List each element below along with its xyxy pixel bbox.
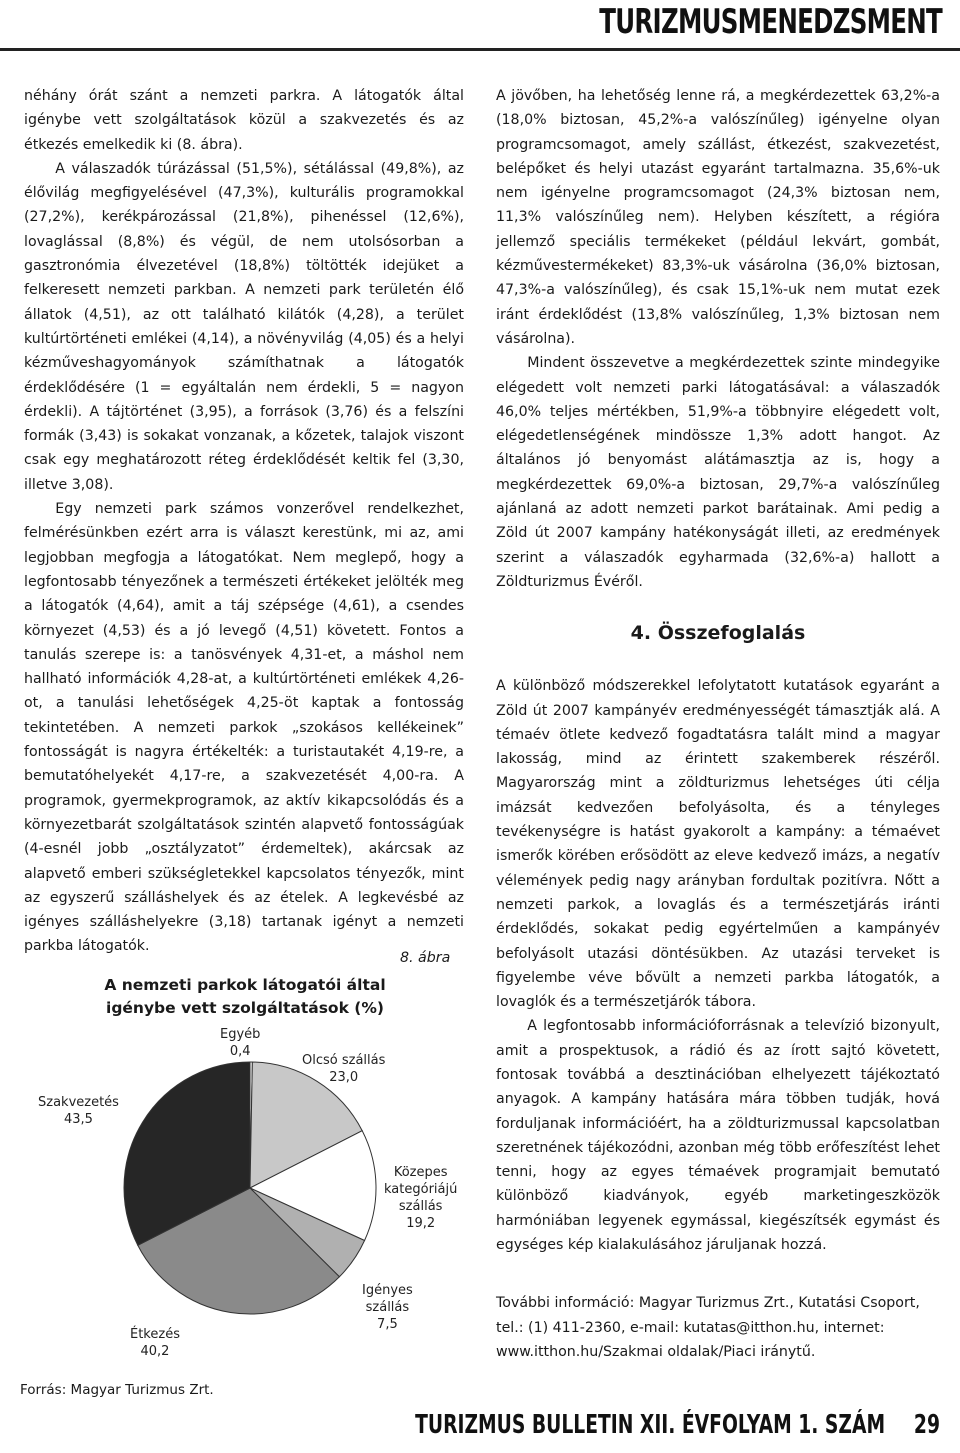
paragraph: Mindent összevetve a megkérdezettek szinte mindegyike elégedett volt nemzeti parki látogatásával: a válaszadók 46,0% teljes mértékben, 51,9%-a többnyire elégedett volt, elégedetlenségének mindössze 1,3% adott hangot. Az általános jó benyomást alátámasztja az is, hogy a megkérdezettek 69,0%-a biztosan, 29,7%-a valószínűleg ajánlaná az adott nemzeti parkot barátainak. Ami pedig a Zöld út 2007 kampány hatékonyságát illeti, az eredmények szerint a válaszadók egyharmada (32,6%-a) hallott a Zöldturizmus Évéről. [496,355,940,590]
figure-label: 8. ábra [400,950,451,966]
paragraph: A jövőben, ha lehetőség lenne rá, a megkérdezettek 63,2%-a (18,0% biztosan, 45,2%-a valószínűleg) igényelne olyan programcsomagot, amely szállást, étkezést, szakvezetést, belépőket és helyi utazást egyaránt tartalmazna. 35,6%-uk nem igényelne programcsomagot (24,3% biztosan nem, 11,3% valószínűleg nem). Helyben készített, a régióra jellemző speciális termékeket (például lekvárt, gombát, kézművestermékeket) 83,3%-uk vásárolna (36,0% biztosan, 47,3%-a valószínűleg), és csak 15,1%-uk nem mutat ezek iránt érdeklődést (13,8% valószínűleg, 1,3% biztosan nem vásárolna). [496,88,940,347]
chart-title-line: igénybe vett szolgáltatások (%) [106,999,384,1017]
paragraph: Egy nemzeti park számos vonzerővel rendelkezhet, felmérésünkben ezért arra is választ kerestünk, mi az, ami legjobban megfogja a látogatókat. Nem meglepő, hogy a legfontosabb tényezőnek a természeti értékeket jelölték meg a látogatók (4,64), amit a táj szépsége (4,61), a csendes környezet (4,53) és a jó levegő (4,51) követett. Fontos a tanulás szerepe is: a tanösvények 4,31-et, a máshol nem hallható információk 4,28-at, a kultúrtörténeti emlékek 4,26-ot, a tanulási lehetőségek 4,25-öt kaptak a fontosság tekintetében. A nemzeti parkok „szokásos kellékeinek” fontosságát is nagyra értékelték: a turistautakét 4,19-re, a bemutatóhelyekét 4,17-re, a szakvezetését 4,00-ra. A programok, gyermekprogramok, az aktív kikapcsolódás és a környezetbarát szolgáltatások szintén alapvető fontosságúak (4-esnél jobb „osztályzatot” érdemeltek), akárcsak az alapvető emberi szükségletekkel kapcsolatos tényezők, mint az egyszerű szálláshelyek és az ételek. A legkevésbé az igényes szálláshelyekre (3,18) tartanak igényt a nemzeti parkba látogatók. [24,501,464,955]
section-heading: 4. Összefoglalás [630,622,806,645]
slice-label-igenyes-szallas: Igényes szállás 7,5 [362,1283,413,1332]
paragraph: A legfontosabb információforrásnak a televízió bizonyult, amit a prospektusok, a rádió és az írott sajtó követett, fontosak továbbá a desztinációban elhelyezett tájékoztató anyagok. A kampány hatására mára többen tudják, hová forduljanak információért, ha a zöldturizmussal kapcsolatban szeretnének tájékozódni, azonban még több erőfeszítést lehet tenni, hogy az egyes témaévek programjait bemutató különböző kiadványok, egyéb marketingeszközök harmóniában legyenek egymással, kiegészítsék egymást és egységes kép kialakulásához járuljanak hozzá. [496,1018,940,1254]
slice-label-kozepes-szallas: Közepes kategóriájú szállás 19,2 [384,1165,458,1231]
contact-info: További információ: Magyar Turizmus Zrt., Kutatási Csoport, tel.: (1) 411-2360, e-mail: kutatas@itthon.hu, internet: www.itthon.hu/Szakmai oldalak/Piaci iránytű. [496,1295,920,1360]
paragraph: A válaszadók túrázással (51,5%), sétálással (49,8%), az élővilág megfigyelésével (47,3%), kulturális programokkal (27,2%), kerékpározással (21,8%), pihenéssel (12,6%), lovaglással (8,8%) és végül, de nem utolsósorban a gasztronómia élvezetével (18,8%) töltötték idejüket a felkeresett nemzeti parkban. A nemzeti park területén élő állatok (4,51), az ott található kilátók (4,28), a terület kultúrtörténeti emlékei (4,14), a növényvilág (4,05) és a helyi kézműveshagyományok számíthatnak a látogatók érdeklődésére (1 = egyáltalán nem érdekli, 5 = nagyon érdekli). A tájtörténet (3,95), a források (3,76) és a felszíni formák (3,43) is sokakat vonzanak, a kőzetek, talajok viszont csak egy meghatározott réteg érdeklődését keltik fel (3,30, illetve 3,08). [24,160,464,493]
page-number: 29 [913,1410,940,1440]
paragraph: A különböző módszerekkel lefolytatott kutatások egyaránt a Zöld út 2007 kampányév eredményességét támasztják alá. A témaév ötlete kedvező fogadtatásra talált mind a magyar lakosság, mind az érintett szakemberek részéről. Magyarország mint a zöldturizmus lehetséges úti célja imázsát kedvezően befolyásolta, és a tényleges tevékenységre is hatást gyakorolt a kampány: a témaévet ismerők körében erősödött az eleve kedvező imázs, a negatív vélemények pedig nagy arányban fordultak pozitívra. Nőtt a nemzeti parkok, a lovaglás és a természetjárás iránti érdeklődés, sokakat pedig egyértelműen a kampányév befolyásolt utazási döntésükben. Az utazási terveket is figyelembe véve bővült a nemzeti parkba látogatók, a lovaglók és a természetjárók tábora. [496,678,940,1011]
right-column [496,84,940,1364]
slice-label-szakvezetes: Szakvezetés 43,5 [38,1095,119,1127]
publication-name: TURIZMUS BULLETIN XII. ÉVFOLYAM 1. SZÁM [415,1410,886,1440]
left-column [24,84,464,959]
slice-label-olcso-szallas: Olcsó szállás 23,0 [302,1053,386,1085]
paragraph: néhány órát szánt a nemzeti parkra. A látogatók által igénybe vett szolgáltatások közül a szakvezetés és az étkezés emelkedik ki (8. ábra). [24,88,464,153]
chart-title [95,974,395,1020]
slice-label-egyeb: Egyéb 0,4 [220,1027,261,1059]
pie-chart [120,1058,380,1318]
slice-label-etkezes: Étkezés 40,2 [130,1327,180,1359]
chart-title-line: A nemzeti parkok látogatói által [104,976,386,994]
page-footer [415,1410,940,1440]
header-rule [0,48,960,51]
running-header-title: TURIZMUSMENEDZSMENT [599,2,942,42]
figure-source: Forrás: Magyar Turizmus Zrt. [20,1382,214,1398]
